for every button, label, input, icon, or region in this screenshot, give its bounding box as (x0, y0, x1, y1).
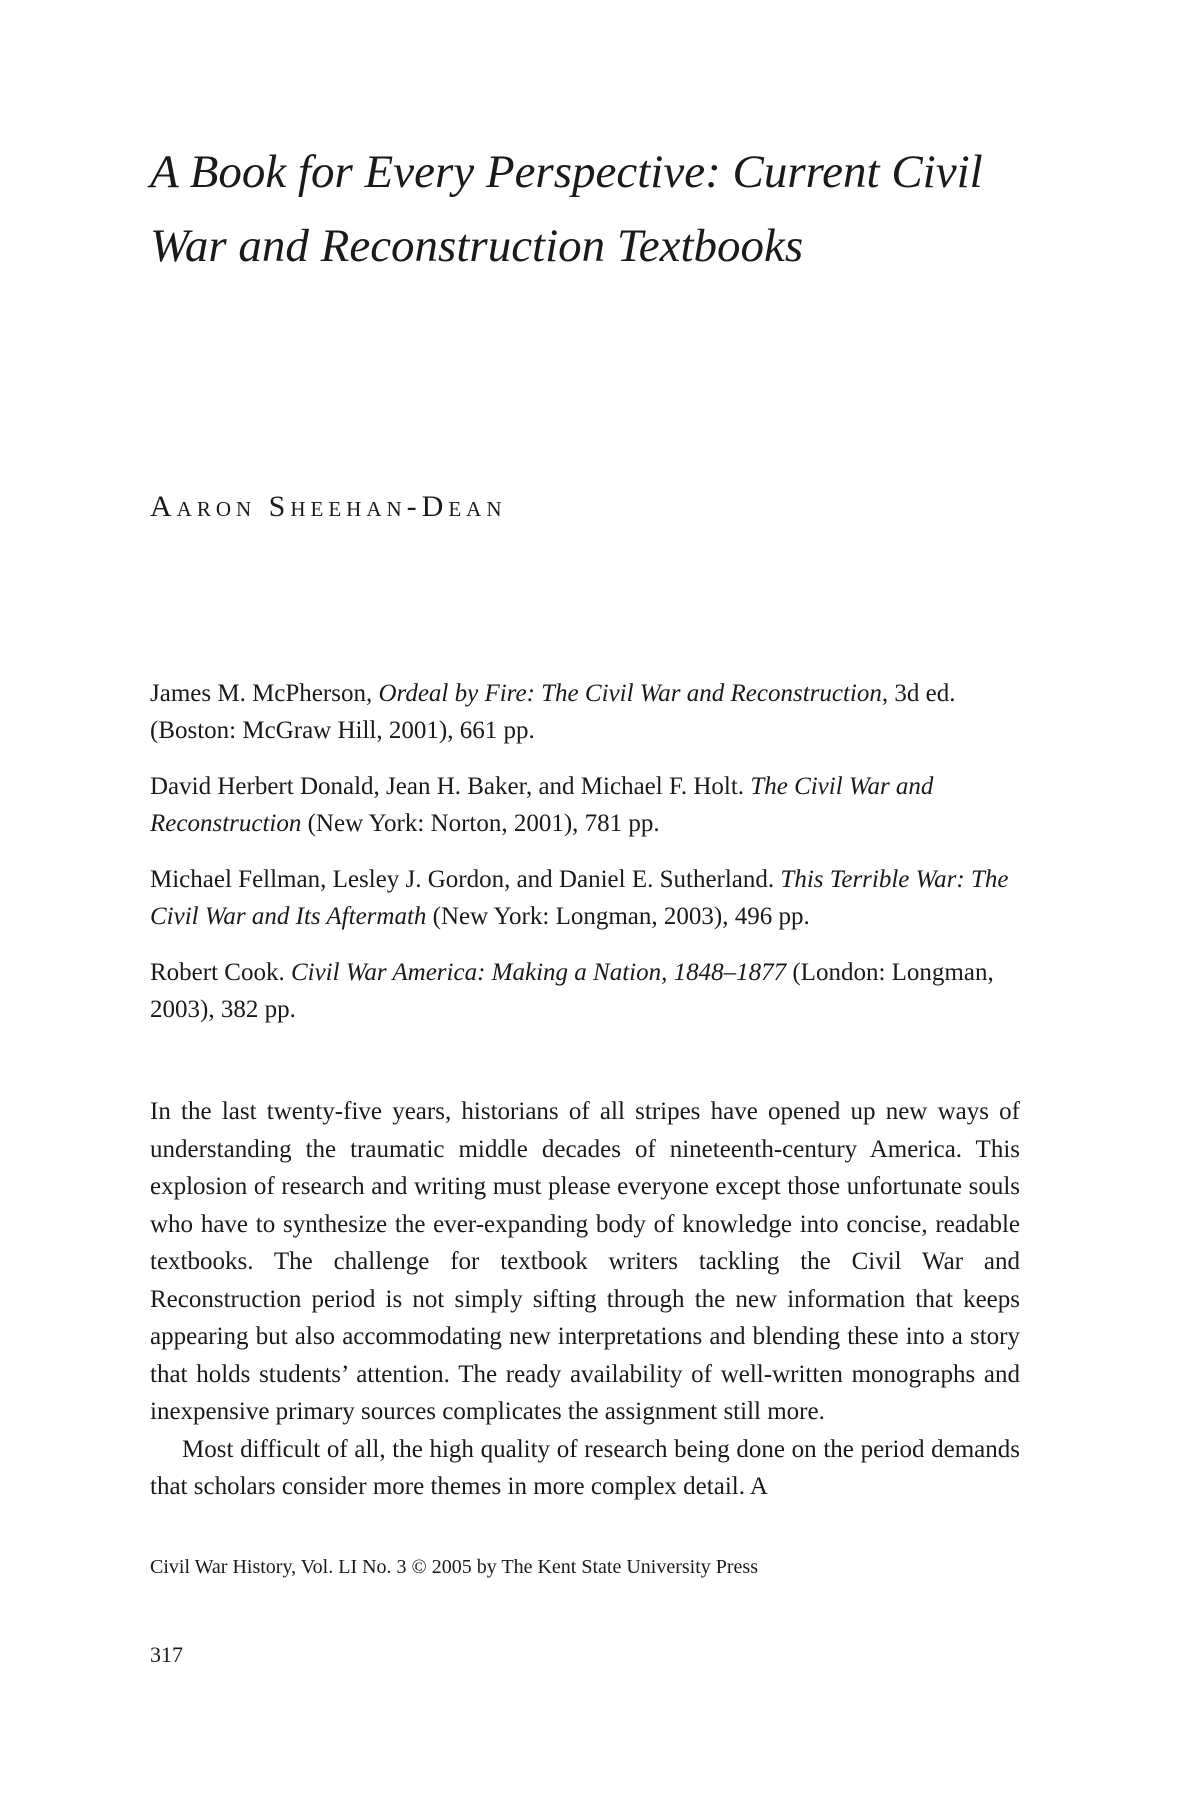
reference-authors: David Herbert Donald, Jean H. Baker, and Michael F. Holt. (150, 773, 751, 800)
reference-item (150, 954, 1020, 1028)
reference-details: (New York: Longman, 2003), 496 pp. (426, 903, 810, 930)
reference-item (150, 675, 1020, 749)
reference-book-title: Civil War America: Making a Nation, 1848–1877 (290, 959, 787, 986)
journal-credit: Civil War History, Vol. LI No. 3 © 2005 by The Kent State University Press (150, 1556, 758, 1578)
reference-authors: James M. McPherson, (150, 680, 379, 707)
body-paragraph: Most difficult of all, the high quality of research being done on the period demands that scholars consider more themes in more complex detail. A (150, 1435, 1020, 1500)
reference-details: (New York: Norton, 2001), 781 pp. (301, 810, 660, 837)
article-body (150, 1093, 1020, 1506)
reference-authors: Michael Fellman, Lesley J. Gordon, and Daniel E. Sutherland. (150, 866, 781, 893)
article-title: A Book for Every Perspective: Current Civil War and Reconstruction Textbooks (150, 146, 983, 272)
reviewed-books-list (150, 675, 1020, 1047)
article-author: Aaron Sheehan-Dean (150, 490, 507, 523)
reference-book-title: The Civil War and Reconstruction (150, 773, 934, 837)
body-paragraph: In the last twenty-five years, historians of all stripes have opened up new ways of understanding the traumatic middle decades of nineteenth-century America. This explosion of research and writing must please everyone except those unfortunate souls who have to synthesize the ever-expanding body of knowledge into concise, readable textbooks. The challenge for textbook writers tackling the Civil War and Reconstruction period is not simply sifting through the new information that keeps appearing but also accommodating new interpretations and blending these into a story that holds students’ attention. The ready availability of well-written monographs and inexpensive primary sources complicates the assignment still more. (150, 1098, 1020, 1425)
reference-item (150, 861, 1020, 935)
reference-details: (London: Longman, 2003), 382 pp. (150, 959, 994, 1023)
reference-book-title: Ordeal by Fire: The Civil War and Reconstruction (378, 680, 882, 707)
reference-book-title: This Terrible War: The Civil War and Its Aftermath (150, 866, 1009, 930)
reference-item (150, 768, 1020, 842)
reference-details: , 3d ed. (Boston: McGraw Hill, 2001), 661 pp. (150, 680, 956, 744)
page-number: 317 (150, 1642, 183, 1667)
reference-authors: Robert Cook. (150, 959, 291, 986)
